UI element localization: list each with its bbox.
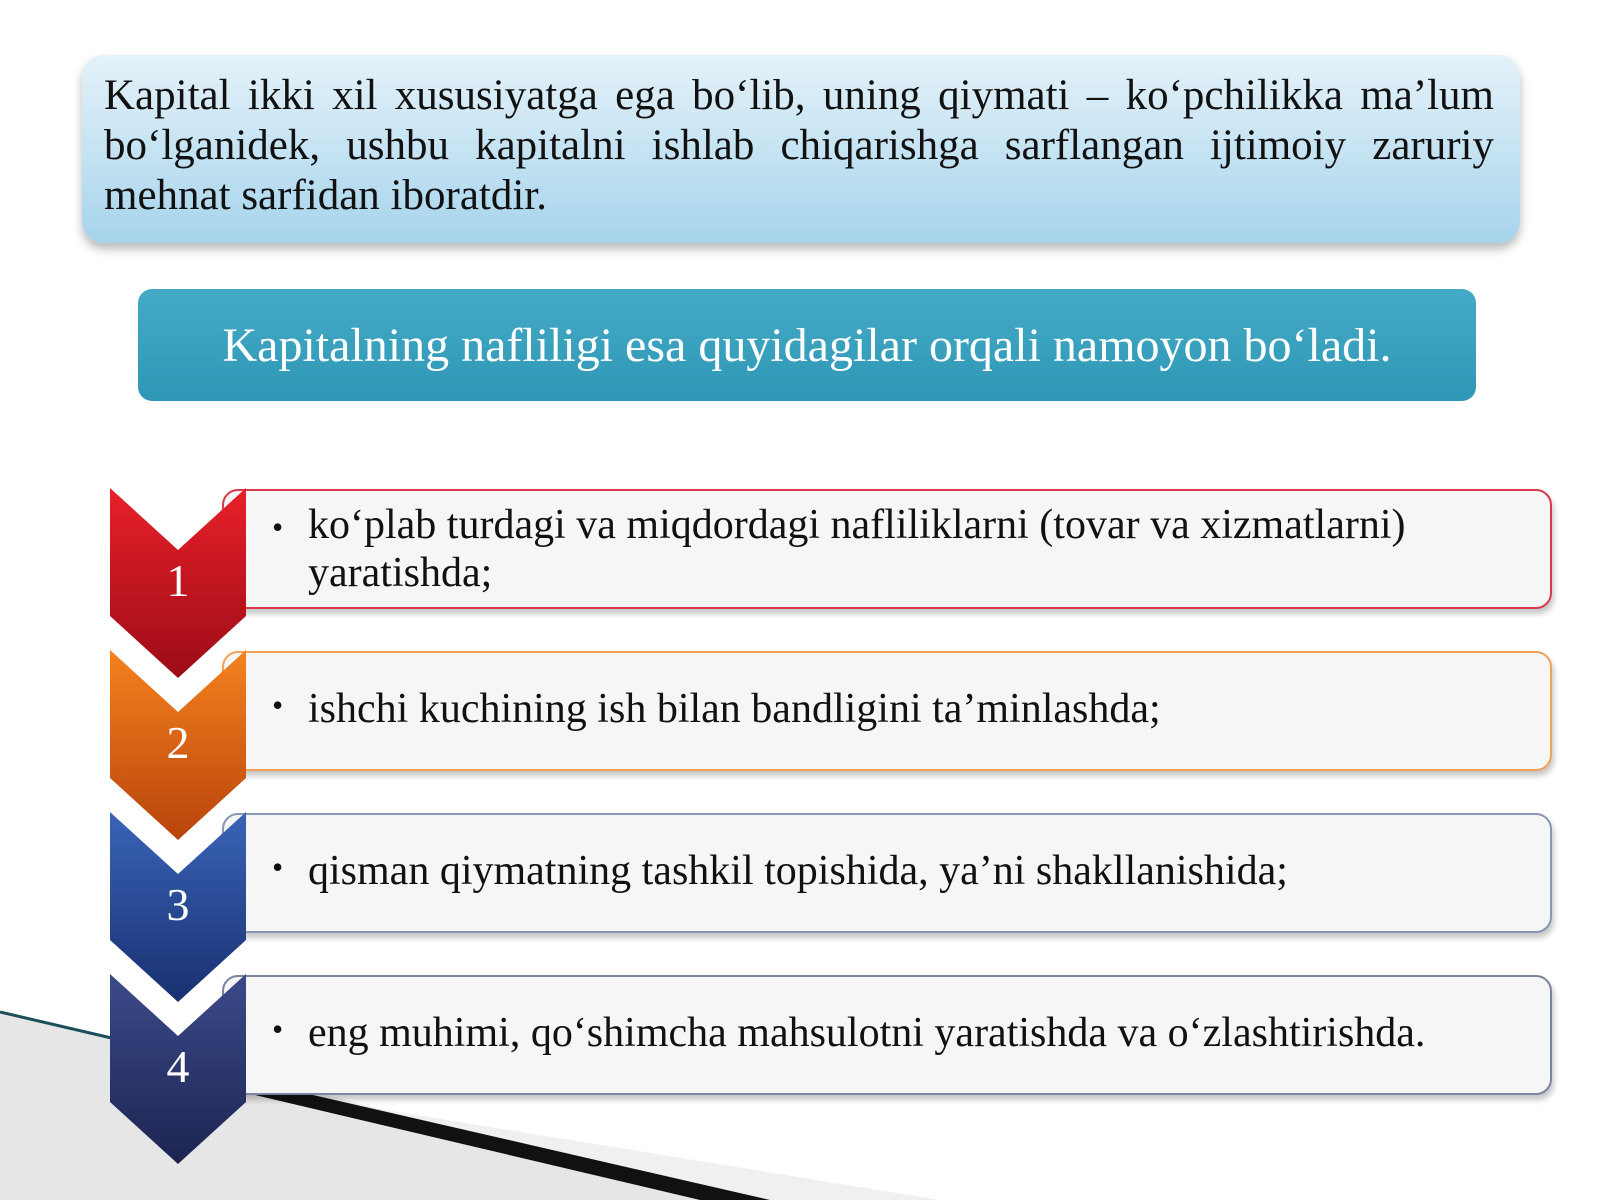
intro-text: Kapital ikki xil xususiyatga ega bo‘lib, uning qiymati – ko‘pchilikka ma’lum bo‘lganidek, ushbu kapitalni ishlab chiqarishga sarflangan ijtimoiy zaruriy mehnat sarfidan iboratdir. [104,72,1494,219]
chevron-badge-4 [110,974,246,1164]
subtitle-box [138,289,1476,401]
list-item [222,489,1552,609]
list-item-text: ishchi kuchining ish bilan bandligini ta’minlashda; [308,686,1161,732]
intro-box [82,55,1520,243]
bullet-icon: • [272,509,284,545]
chevron-number: 4 [166,1041,190,1092]
bullet-icon: • [272,1011,284,1047]
chevron-number: 2 [166,717,190,768]
list-item-text: ko‘plab turdagi va miqdordagi nafliliklarni (tovar va xizmatlarni) yaratishda; [308,502,1406,596]
chevron-number: 1 [166,555,190,606]
list-item [222,813,1552,933]
chevron-number: 3 [166,879,190,930]
list-item [222,651,1552,771]
list-item-text: eng muhimi, qo‘shimcha mahsulotni yaratishda va o‘zlashtirishda. [308,1010,1426,1056]
bullet-icon: • [272,687,284,723]
subtitle-text: Kapitalning nafliligi esa quyidagilar orqali namoyon bo‘ladi. [222,318,1392,372]
bullet-icon: • [272,849,284,885]
list-item [222,975,1552,1095]
list-item-text: qisman qiymatning tashkil topishida, ya’ni shakllanishida; [308,848,1288,894]
